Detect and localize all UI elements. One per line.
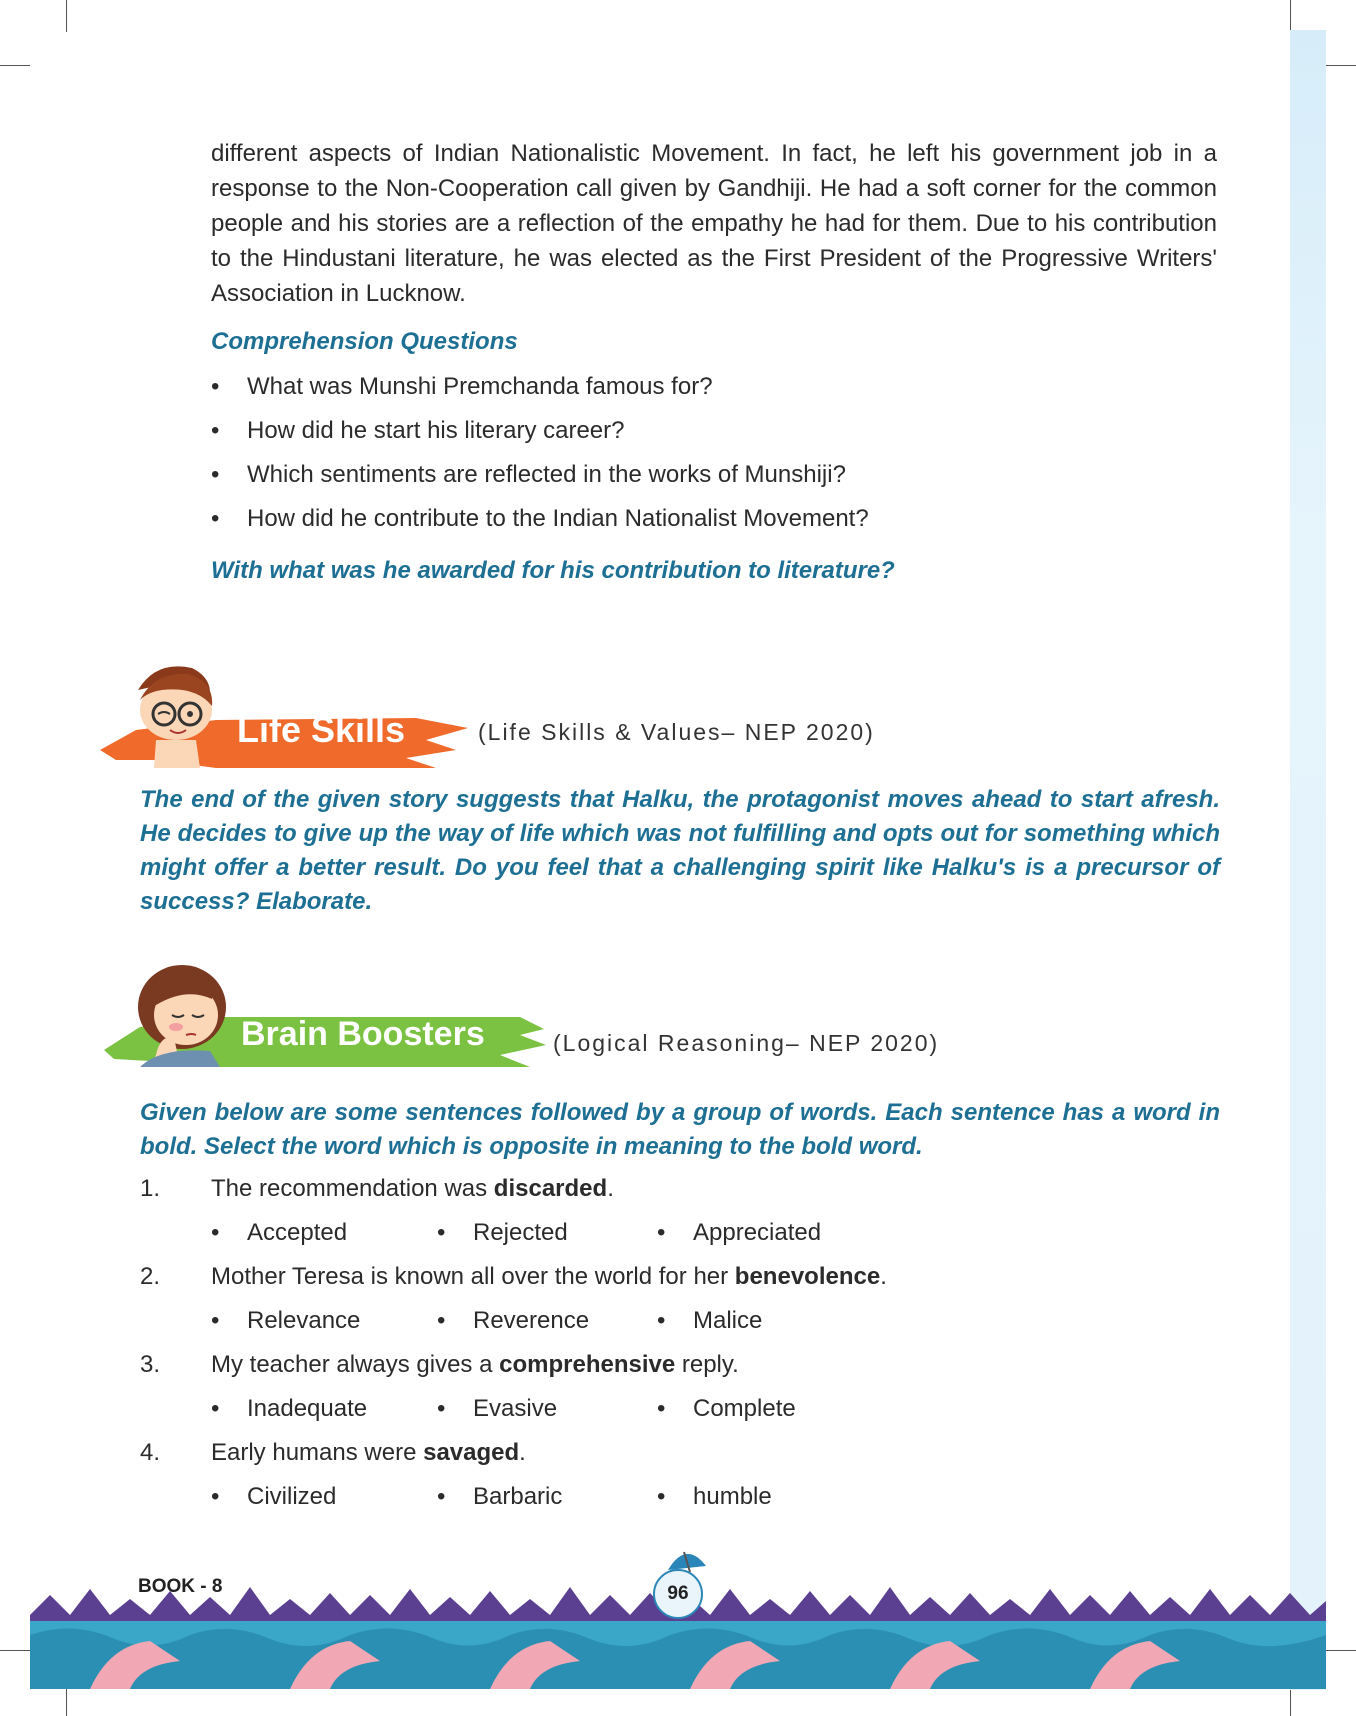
- list-item: • How did he contribute to the Indian Nationalist Movement?: [211, 505, 869, 532]
- option: • Rejected: [437, 1219, 568, 1246]
- brain-boosters-subtitle: (Logical Reasoning– NEP 2020): [553, 1030, 940, 1056]
- list-item: • Which sentiments are reflected in the works of Munshiji?: [211, 461, 846, 488]
- option: • Appreciated: [657, 1219, 822, 1246]
- crop-mark: [1290, 0, 1291, 32]
- item-sentence: My teacher always gives a comprehensive reply.: [211, 1351, 739, 1378]
- item-sentence: The recommendation was discarded.: [211, 1175, 614, 1202]
- life-skills-prompt: The end of the given story suggests that Halku, the protagonist moves ahead to start afresh. He decides to give up the way of life which was not fulfilling and opts out for something which might offer a better result. Do you feel that a challenging spirit like Halku's is a precursor of success? Elaborate.: [140, 786, 1220, 915]
- comprehension-title: Comprehension Questions: [211, 328, 518, 355]
- final-question: With what was he awarded for his contribution to literature?: [211, 557, 895, 584]
- option: • Inadequate: [211, 1395, 368, 1422]
- option: • Evasive: [437, 1395, 558, 1422]
- option: • Accepted: [211, 1219, 348, 1246]
- crop-mark: [66, 0, 67, 32]
- book-label: BOOK - 8: [138, 1576, 223, 1597]
- option: • Civilized: [211, 1483, 337, 1510]
- item-number: 2.: [140, 1263, 161, 1290]
- list-item: • What was Munshi Premchanda famous for?: [211, 373, 713, 400]
- option: • Reverence: [437, 1307, 590, 1334]
- life-skills-title: Life Skills: [237, 709, 406, 750]
- page-number: 96: [653, 1569, 703, 1619]
- item-number: 3.: [140, 1351, 161, 1378]
- crop-mark: [0, 1650, 30, 1651]
- item-number: 4.: [140, 1439, 161, 1466]
- option: • Malice: [657, 1307, 763, 1334]
- option: • Complete: [657, 1395, 796, 1422]
- brain-boosters-title: Brain Boosters: [241, 1015, 485, 1053]
- crop-mark: [0, 65, 30, 66]
- option: • Relevance: [211, 1307, 361, 1334]
- item-sentence: Early humans were savaged.: [211, 1439, 526, 1466]
- side-decoration-strip: [1290, 30, 1326, 1690]
- list-item: • How did he start his literary career?: [211, 417, 625, 444]
- intro-paragraph: different aspects of Indian Nationalistic Movement. In fact, he left his government job in a response to the Non-Cooperation call given by Gandhiji. He had a soft corner for the common people and his stories are a reflection of the empathy he had for them. Due to his contribution to the Hindustani literature, he was elected as the First President of the Progressive Writers' Association in Lucknow.: [211, 140, 1217, 307]
- item-number: 1.: [140, 1175, 161, 1202]
- item-sentence: Mother Teresa is known all over the world for her benevolence.: [211, 1263, 887, 1290]
- crop-mark: [1326, 65, 1356, 66]
- option: • Barbaric: [437, 1483, 563, 1510]
- option: • humble: [657, 1483, 772, 1510]
- crop-mark: [1326, 1650, 1356, 1651]
- life-skills-subtitle: (Life Skills & Values– NEP 2020): [478, 719, 875, 745]
- brain-boosters-instruction: Given below are some sentences followed by a group of words. Each sentence has a word in bold. Select the word which is opposite in meaning to the bold word.: [140, 1099, 1220, 1160]
